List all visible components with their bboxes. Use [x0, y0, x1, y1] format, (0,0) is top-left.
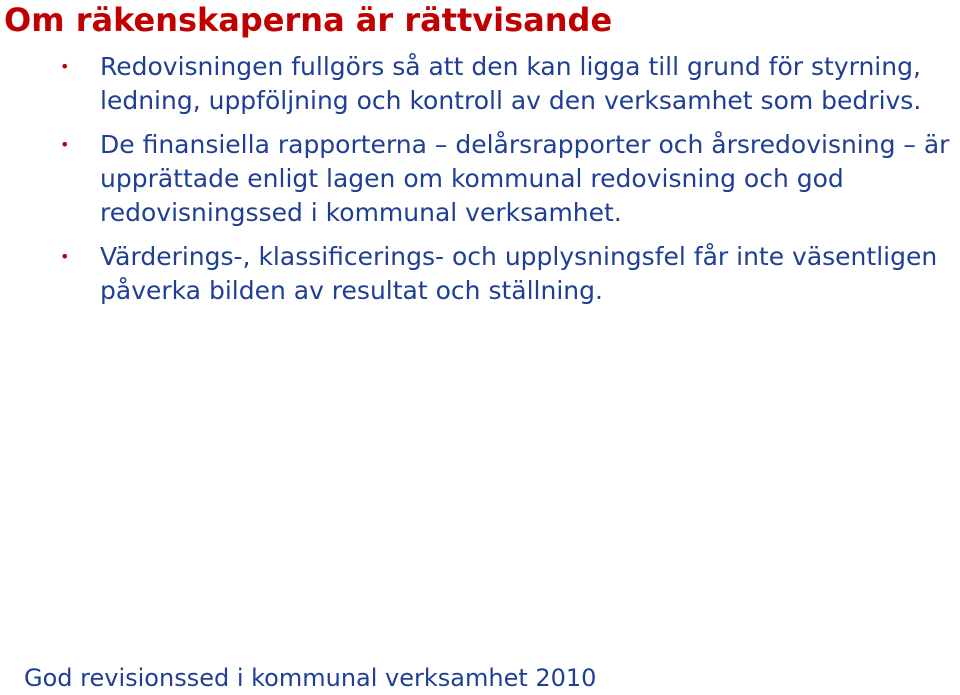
bullet-item — [56, 128, 956, 230]
bullet-list — [56, 50, 956, 318]
bullet-text: Värderings-, klassificerings- och upplysningsfel får inte väsentligen påverka bilden av resultat och ställning. — [100, 242, 938, 305]
bullet-item — [56, 240, 956, 308]
bullet-marker-icon: • — [60, 135, 70, 154]
bullet-marker-icon: • — [60, 247, 70, 266]
bullet-item — [56, 50, 935, 118]
bullet-text: De finansiella rapporterna – delårsrapporter och årsredovisning – är upprättade enligt lagen om kommunal redovisning och god redovisningssed i kommunal verksamhet. — [100, 130, 950, 227]
bullet-marker-icon: • — [60, 57, 70, 76]
slide-footer: God revisionssed i kommunal verksamhet 2010 — [24, 664, 597, 692]
slide-title: Om räkenskaperna är rättvisande — [4, 1, 613, 39]
bullet-text: Redovisningen fullgörs så att den kan ligga till grund för styrning, ledning, uppföljning och kontroll av den verksamhet som bedrivs. — [100, 52, 922, 115]
